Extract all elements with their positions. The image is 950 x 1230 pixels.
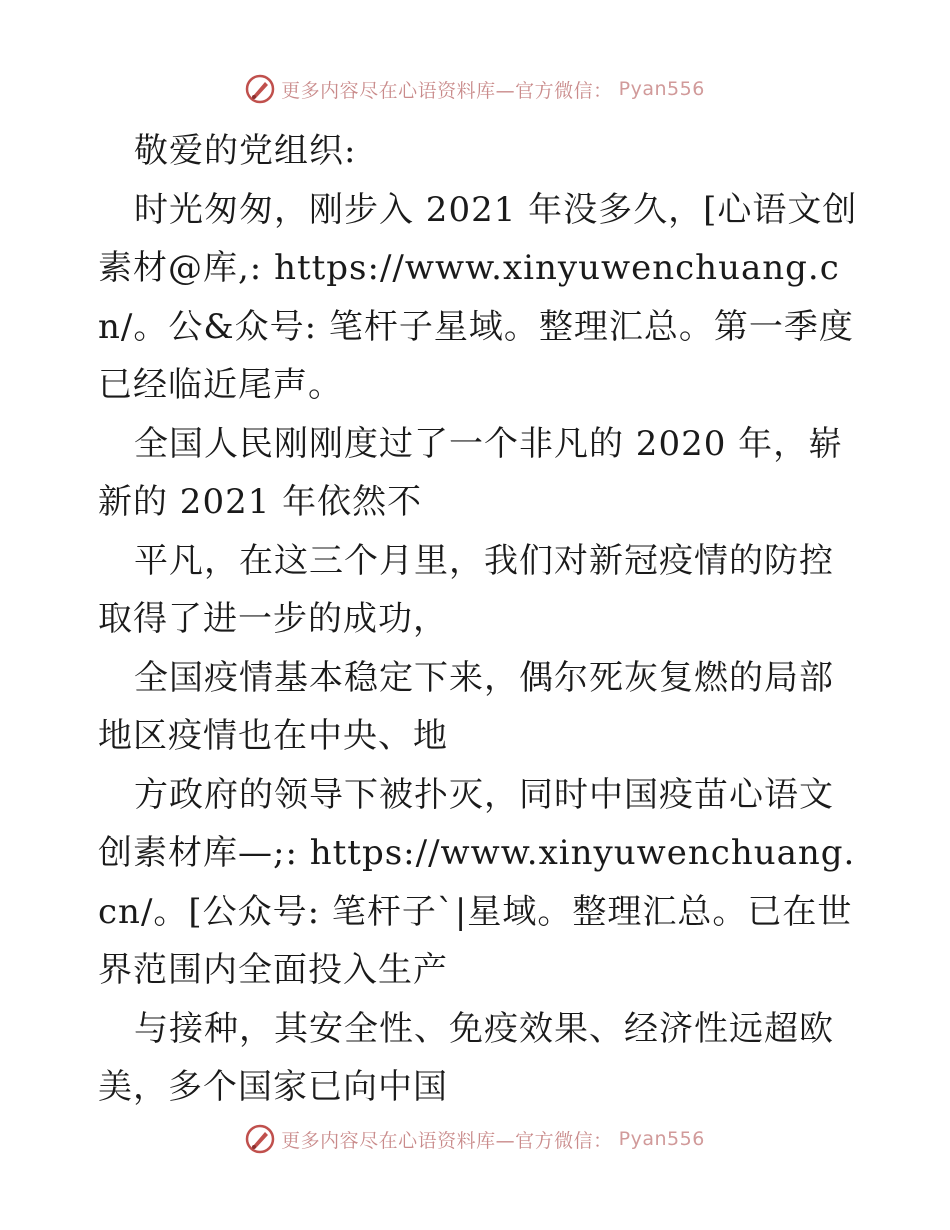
paragraph: 全国疫情基本稳定下来，偶尔死灰复燃的局部地区疫情也在中央、地	[98, 657, 834, 756]
watermark-text: 更多内容尽在心语资料库—官方微信：	[281, 1129, 613, 1152]
paragraph-salutation: 敬爱的党组织:	[134, 131, 357, 171]
pen-logo-icon	[245, 74, 275, 104]
paragraph: 与接种，其安全性、免疫效果、经济性远超欧美，多个国家已向中国	[98, 1008, 834, 1107]
header-watermark	[0, 74, 950, 104]
paragraph: 全国人民刚刚度过了一个非凡的 2020 年，崭新的 2021 年依然不	[98, 423, 844, 522]
document-body	[98, 122, 858, 1117]
footer-watermark	[0, 1124, 950, 1154]
watermark-wechat-id: Pyan556	[618, 1128, 705, 1150]
watermark-wechat-id: Pyan556	[618, 78, 705, 100]
paragraph: 方政府的领导下被扑灭，同时中国疫苗心语文创素材库—;: https://www.xinyuwenchuang.cn/。[公众号: 笔杆子`|星域。整理汇总。已在世界范围内全面投入生产	[98, 774, 856, 990]
pen-logo-icon	[245, 1124, 275, 1154]
paragraph: 平凡，在这三个月里，我们对新冠疫情的防控取得了进一步的成功，	[98, 540, 834, 639]
paragraph: 时光匆匆，刚步入 2021 年没多久，[心语文创素材@库,: https://www.xinyuwenchuang.cn/。公&众号: 笔杆子星域。整理汇总。第一季度已经临近尾声。	[98, 189, 858, 405]
watermark-text: 更多内容尽在心语资料库—官方微信：	[281, 79, 613, 102]
